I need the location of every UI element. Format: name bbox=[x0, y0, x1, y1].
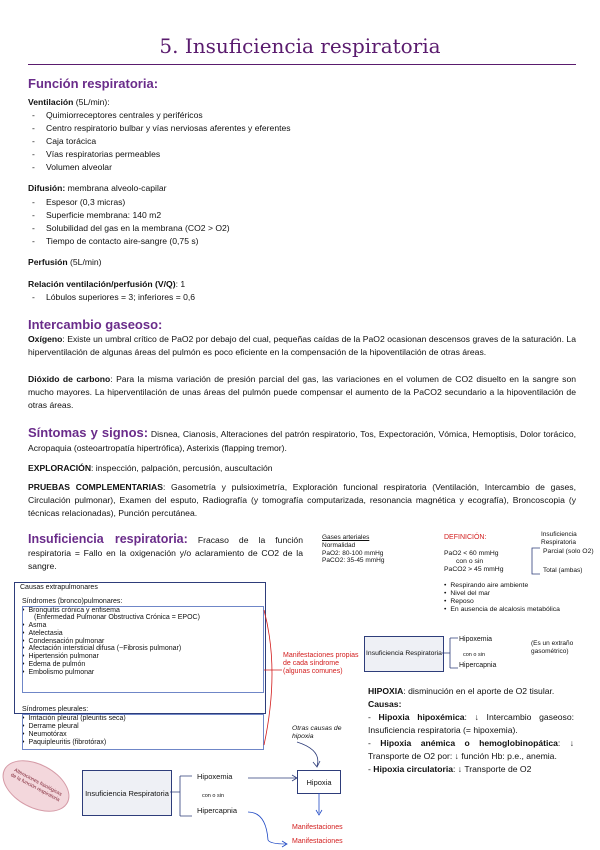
def-paco2: PaCO2 > 45 mmHg bbox=[444, 566, 504, 573]
list-item: - Solubilidad del gas en la membrana (CO2 > O2) bbox=[28, 222, 576, 235]
ir-branch bbox=[442, 630, 460, 676]
ir-parcial: Parcial (solo O2) bbox=[543, 548, 594, 555]
sintomas-paragraph bbox=[28, 426, 576, 455]
definicion-label: DEFINICIÓN: bbox=[444, 534, 487, 541]
hipoxia-item-1-text: : ↓ Intercambio gaseoso: Insuficiencia respiratoria (= hipoxemia). bbox=[368, 712, 574, 735]
ir-bracket bbox=[528, 544, 542, 578]
sindromes-pleurales-title: Síndromes pleurales: bbox=[22, 706, 89, 713]
list-item: - Centro respiratorio bulbar y vías nerviosas aferentes y eferentes bbox=[28, 122, 576, 135]
hipoxia-text: : disminución en el aporte de O2 tisular. bbox=[403, 686, 555, 696]
otras-causas-arrow bbox=[292, 740, 332, 770]
manifestaciones-propias: Manifestaciones propias de cada síndrome (algunas comunes) bbox=[283, 652, 359, 675]
gases-paco2: PaCO2: 35-45 mmHg bbox=[322, 557, 385, 565]
bottom-ir-label: Insuficiencia Respiratoria bbox=[85, 788, 169, 798]
sindromes-bronco-title: Síndromes (bronco)pulmonares: bbox=[22, 598, 123, 605]
list-item: • Bronquitis crónica y enfisema bbox=[22, 607, 262, 615]
section-heading-intercambio: Intercambio gaseoso: bbox=[28, 317, 163, 332]
bronco-frame bbox=[22, 606, 264, 693]
hipoxia-def bbox=[368, 685, 574, 698]
insuficiencia-text: Fracaso de la función respiratoria = Fallo en la oxigenación y/o aclaramiento de CO2 de la sangre. bbox=[28, 535, 303, 571]
hipercapnia-label: Hipercapnia bbox=[459, 662, 497, 669]
list-item: • Reposo bbox=[444, 598, 600, 606]
list-item: • Condensación pulmonar bbox=[22, 638, 262, 646]
hipoxia-item-1-label: Hipoxia hipoxémica bbox=[378, 712, 465, 722]
insuficiencia-paragraph bbox=[28, 533, 303, 573]
page-title: 5. Insuficiencia respiratoria bbox=[159, 34, 441, 58]
ir-box-label: Insuficiencia Respiratoria bbox=[366, 650, 442, 657]
hipoxia-label: HIPOXIA bbox=[368, 686, 404, 696]
hipoxia-item-3-text: : ↓ Transporte de O2 bbox=[453, 764, 532, 774]
oxigeno-label: Oxígeno bbox=[28, 334, 63, 344]
hipoxia-item-2: - Hipoxia anémica o hemoglobinopática: ↓ Transporte de O2 por: ↓ función Hb: p.e., anemia. bbox=[368, 738, 575, 761]
list-item: • Neumotórax bbox=[22, 731, 262, 739]
bottom-hipercapnia: Hipercapnia bbox=[197, 806, 238, 815]
pruebas-text: : Gasometría y pulsioximetría, Exploración funcional respiratoria (Ventilación, Intercambio de gases, Circulación pulmonar), Examen del esputo, Radiografía (y tomografía computarizada, resonancia magnética y ecografía), Broncoscopia (y técnicas relacionadas), Punción percutánea. bbox=[28, 482, 576, 518]
gases-normales bbox=[322, 534, 432, 565]
list-item: • Respirando aire ambiente bbox=[444, 582, 600, 590]
ventilacion-line bbox=[28, 96, 576, 109]
list-item: - Tiempo de contacto aire-sangre (0,75 s) bbox=[28, 235, 576, 248]
exploracion-label: EXPLORACIÓN bbox=[28, 463, 92, 473]
hipoxia-causas: Causas: bbox=[368, 699, 402, 709]
bottom-con: con o sin bbox=[202, 793, 225, 799]
perfusion-line bbox=[28, 256, 576, 269]
difusion-line bbox=[28, 182, 576, 195]
pruebas-label: PRUEBAS COMPLEMENTARIAS bbox=[28, 482, 163, 492]
section-heading-insuficiencia: Insuficiencia respiratoria: bbox=[28, 532, 188, 546]
ventilacion-label: Ventilación bbox=[28, 97, 74, 107]
otras-causas: Otras causas de hipoxia bbox=[292, 725, 342, 740]
relacion-list bbox=[28, 291, 576, 304]
list-item: • Paquipleuritis (fibrotórax) bbox=[22, 739, 262, 747]
hipoxia-block bbox=[368, 685, 574, 776]
list-item: - Lóbulos superiores = 3; inferiores = 0,6 bbox=[28, 291, 576, 304]
co2-label: Dióxido de carbono bbox=[28, 374, 111, 384]
perfusion-value: (5L/min) bbox=[67, 257, 102, 267]
hipoxia-item-3: - Hipoxia circulatoria: ↓ Transporte de O2 bbox=[368, 764, 532, 774]
bottom-ir-box bbox=[82, 770, 172, 816]
list-item: • Embolismo pulmonar bbox=[22, 669, 262, 677]
exploracion-line bbox=[28, 462, 576, 475]
hipoxemia-label: Hipoxemia bbox=[459, 636, 493, 643]
extrano-note: (Es un extraño gasométrico) bbox=[531, 640, 574, 655]
list-item: - Vías respiratorias permeables bbox=[28, 148, 576, 161]
ir-classification bbox=[541, 531, 599, 546]
gases-title: Gases arteriales bbox=[322, 534, 370, 541]
hipoxia-box-label: Hipoxia bbox=[306, 777, 332, 787]
list-item: • Asma bbox=[22, 622, 262, 630]
list-item: • Hipertensión pulmonar bbox=[22, 653, 262, 661]
def-pao2: PaO2 < 60 mmHg bbox=[444, 550, 499, 557]
pleural-frame bbox=[22, 714, 264, 750]
list-item: - Volumen alveolar bbox=[28, 161, 576, 174]
manifestaciones-2: Manifestaciones bbox=[292, 838, 343, 845]
causas-extrapulmonares: Causas extrapulmonares bbox=[20, 584, 98, 591]
co2-text: : Para la misma variación de presión parcial del gas, las variaciones en el volumen de CO2 disuelto en la sangre son mucho mayores. La hiperventilación de unas áreas del pulmón puede compensar el aumento de la PaCO2 secundario a la hipoventilación de otras áreas. bbox=[28, 374, 576, 410]
difusion-label: Difusión: bbox=[28, 183, 66, 193]
gases-pao2: PaO2: 80-100 mmHg bbox=[322, 549, 384, 557]
stamp-text: Alteraciones fisiológicas de la función respiratoria bbox=[9, 767, 63, 804]
list-item: • Irritación pleural (pleuritis seca) bbox=[22, 715, 262, 723]
list-item: - Espesor (0,3 micras) bbox=[28, 196, 576, 209]
list-item: • Nivel del mar bbox=[444, 590, 600, 598]
relacion-value: : 1 bbox=[175, 279, 186, 289]
list-item: • Derrame pleural bbox=[22, 723, 262, 731]
perfusion-label: Perfusión bbox=[28, 257, 68, 267]
section-heading-sintomas: Síntomas y signos: bbox=[28, 425, 149, 440]
list-item: • Atelectasia bbox=[22, 630, 262, 638]
gases-sub: Normalidad bbox=[322, 541, 356, 549]
co2-paragraph bbox=[28, 373, 576, 412]
hipoxia-item-2-label: Hipoxia anémica o hemoglobinopática bbox=[380, 738, 558, 748]
bottom-hipoxemia: Hipoxemia bbox=[197, 772, 233, 781]
hipoxia-item-2-text: : ↓ Transporte de O2 por: ↓ función Hb: p.e., anemia. bbox=[368, 738, 575, 761]
hipoxia-item-3-label: Hipoxia circulatoria bbox=[373, 764, 454, 774]
title-rule bbox=[28, 64, 576, 65]
difusion-value: membrana alveolo-capilar bbox=[65, 183, 167, 193]
relacion-label: Relación ventilación/perfusión (V/Q) bbox=[28, 279, 176, 289]
ir-total: Total (ambas) bbox=[543, 567, 583, 574]
oxigeno-paragraph bbox=[28, 333, 576, 359]
con-o-sin-label: con o sin bbox=[463, 652, 486, 658]
ir-title: Insuficiencia Respiratoria bbox=[541, 531, 577, 546]
stamp bbox=[0, 750, 78, 823]
manifestaciones-1: Manifestaciones bbox=[292, 824, 343, 831]
exploracion-text: : inspección, palpación, percusión, auscultación bbox=[91, 463, 273, 473]
bottom-branch bbox=[170, 770, 196, 830]
hipoxia-item-1: - Hipoxia hipoxémica: ↓ Intercambio gaseoso: Insuficiencia respiratoria (= hipoxemia). bbox=[368, 712, 574, 735]
section-heading-funcion: Función respiratoria: bbox=[28, 76, 159, 91]
definicion-values bbox=[444, 550, 504, 574]
oxigeno-text: : Existe un umbral crítico de PaO2 por debajo del cual, pequeñas caídas de la PaO2 ocasionan descensos graves de la saturación. La hiperventilación de algunas áreas del pulmón es poco eficiente en la compensación de la hipoventilación de otras áreas. bbox=[28, 334, 576, 357]
ventilacion-list bbox=[28, 109, 576, 174]
def-con: con o sin bbox=[456, 558, 484, 565]
sintomas-text: Disnea, Cianosis, Alteraciones del patrón respiratorio, Tos, Expectoración, Vómica, Hemoptisis, Dolor torácico, Acropaquia (osteoartropatía hipertrófica), Asterixis (flapping tremor). bbox=[28, 429, 576, 453]
list-item: - Caja torácica bbox=[28, 135, 576, 148]
difusion-list bbox=[28, 196, 576, 248]
list-item: • En ausencia de alcalosis metabólica bbox=[444, 606, 600, 614]
hipoxia-box bbox=[297, 770, 341, 794]
list-item: • Afectación intersticial difusa (~Fibrosis pulmonar) bbox=[22, 645, 262, 653]
conditions-list bbox=[444, 582, 600, 614]
pruebas-paragraph bbox=[28, 481, 576, 520]
ventilacion-value: (5L/min): bbox=[73, 97, 110, 107]
ir-box bbox=[364, 636, 444, 672]
list-item: - Quimiorreceptores centrales y periféricos bbox=[28, 109, 576, 122]
hipoxia-arrow bbox=[314, 793, 324, 821]
list-item: - Superficie membrana: 140 m2 bbox=[28, 209, 576, 222]
list-item: • Edema de pulmón bbox=[22, 661, 262, 669]
list-item: (Enfermedad Pulmonar Obstructiva Crónica = EPOC) bbox=[34, 614, 200, 622]
relacion-line bbox=[28, 278, 576, 291]
